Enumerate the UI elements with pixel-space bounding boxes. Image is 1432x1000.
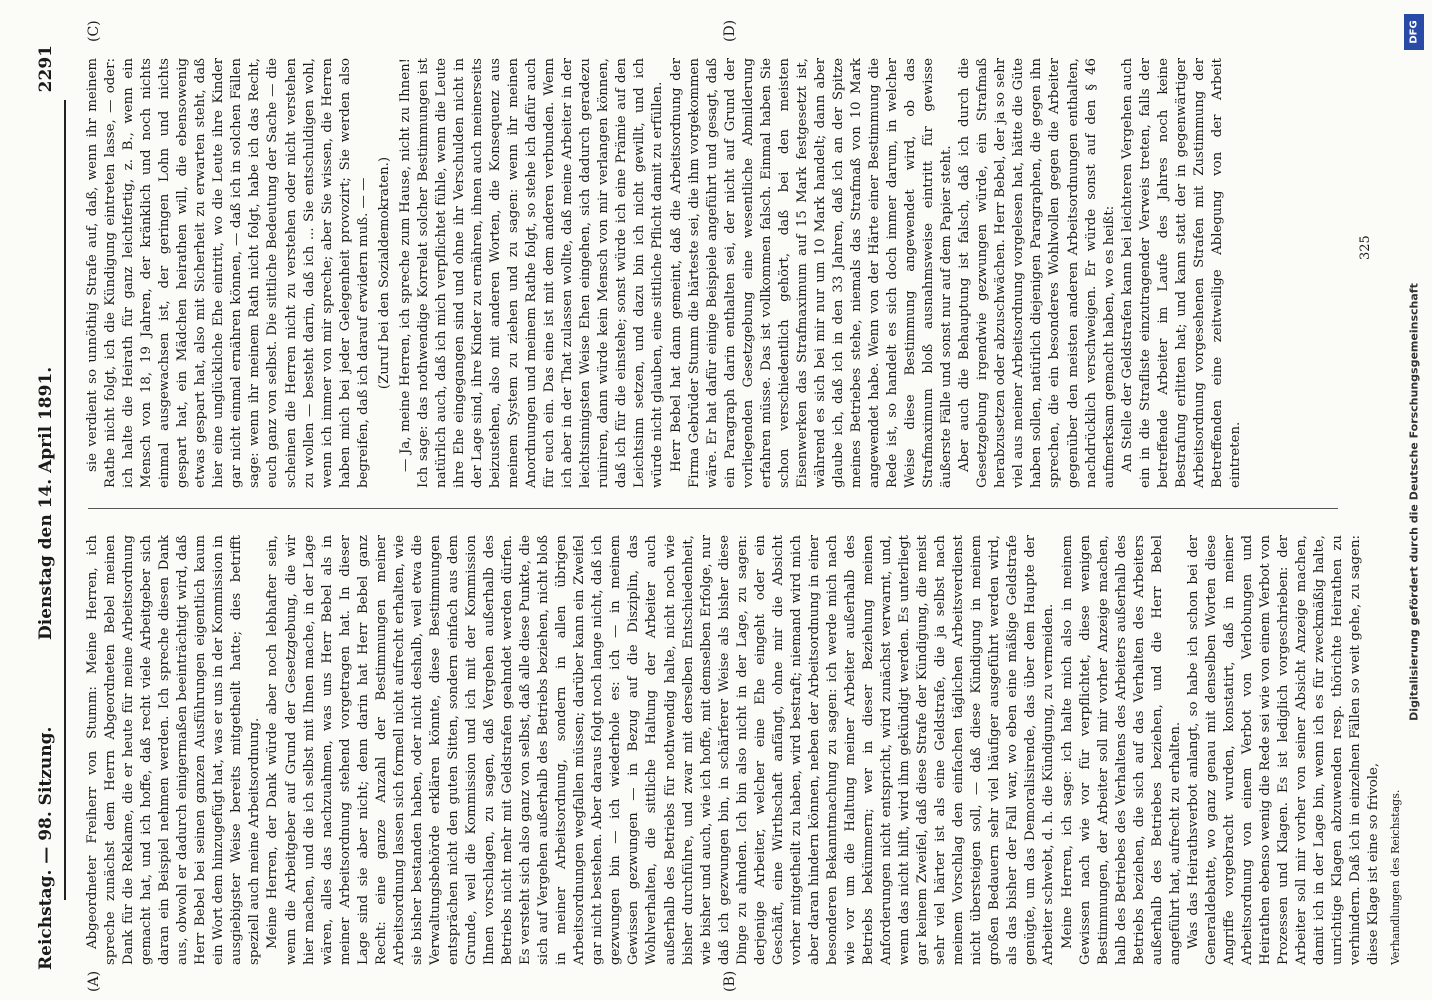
- paragraph: Meine Herren, ich sage: ich halte mich also in meinem Gewissen nach wie vor für verpflichtet, diese wenigen Bestimmungen, der Arbeiter soll mir vorher Anzeige machen, halb des Betriebes des Verhaltens des Arbeiters außerhalb des Betriebs beziehen, die sich auf das Verhalten des Arbeiters außerhalb des Betriebes beziehen, und die Herr Bebel angeführt hat, aufrecht zu erhalten.: [1059, 535, 1183, 965]
- header-date: Dienstag den 14. April 1891.: [36, 366, 56, 640]
- header-rule: [64, 100, 66, 900]
- paragraph: Abgeordneter Freiherr von Stumm: Meine Herren, ich spreche zunächst dem Herrn Abgeordneten Bebel meinen Dank für die Reklame, die er heute für meine Arbeitsordnung gemacht hat, und ich hoffe, daß recht viele Arbeitgeber sich daran ein Beispiel nehmen werden. Ich spreche diesen Dank aus, obwohl er dadurch einigermaßen beeinträchtigt wird, daß Herr Bebel bei seinen ganzen Ausführungen eigentlich kaum ein Wort dem hinzugefügt hat, was er uns in der Kommission in ausgiebigster Weise bereits mitgetheilt hatte; dies betrifft speziell auch meine Arbeitsordnung.: [85, 535, 263, 965]
- right-text-column: [84, 58, 1245, 488]
- dfg-watermark: [1400, 8, 1428, 996]
- footer-note: Verhandlungen des Reichstags.: [1389, 789, 1403, 965]
- column-divider: [88, 508, 1338, 509]
- margin-mark-c: (C): [86, 20, 102, 42]
- paragraph: — Ja, meine Herren, ich spreche zum Hause, nicht zu Ihnen! Ich sage: das nothwendige Korrelat solcher Bestimmungen ist natürlich auch, daß ich mich verpflichtet fühle, wenn die Leute ihre Ehe eingegangen sind und ohne ihr Verschulden nicht in der Lage sind, ihre Kinder zu ernähren, ihnen auch meinerseits beizustehen, also mit anderen Worten, die Konsequenz aus meinem System zu ziehen und zu sagen: wenn ihr meinen Anordnungen und meinem Rathe folgt, so stehe ich dafür auch für euch ein. Das eine ist mit dem anderen verbunden. Wenn ich aber in der That zulassen wollte, daß meine Arbeiter in der leichtsinnigsten Weise Ehen eingehen, sich dadurch geradezu ruiniren, dann würde kein Mensch von mir verlangen können, daß ich für die einstehe; sonst würde ich eine Prämie auf den Leichtsinn setzen, und dazu bin ich nicht gewillt, und ich würde nicht glauben, eine sittliche Pflicht damit zu erfüllen.: [397, 58, 666, 488]
- paragraph: Meine Herren, der Dank würde aber noch lebhafter sein, wenn die Arbeitgeber auf Grund der Gesetzgebung, die wir hier machen, und die ich selbst mit Ihnen mache, in der Lage wären, alles das nachzuahmen, was uns Herr Bebel als in meiner Arbeitsordnung stehend vorgetragen hat. In dieser Lage sind sie aber nicht; denn darin hat Herr Bebel ganz Recht: eine ganze Anzahl der Bestimmungen meiner Arbeitsordnung lassen sich formell nicht aufrecht erhalten, wie sie bisher bestanden haben, oder nicht deshalb, weil etwa die Verwaltungsbehörde erklären könnte, diese Bestimmungen entsprächen nicht den guten Sitten, sondern einfach aus dem Grunde, weil die Kommission und ich mit der Kommission Ihnen vorschlagen, zu sagen, daß Vergehen außerhalb des Betriebs nicht mehr mit Geldstrafen geahndet werden dürfen. Es versteht sich also ganz von selbst, daß alle diese Punkte, die sich auf Vergehen außerhalb des Betriebs beziehen, nicht bloß in meiner Arbeitsordnung, sondern in allen übrigen Arbeitsordnungen wegfallen müssen; darüber kann ein Zweifel gar nicht bestehen. Aber daraus folgt noch lange nicht, daß ich gezwungen bin — ich wiederhole es: ich — in meinem Gewissen gezwungen — in Bezug auf die Disziplin, das Wohlverhalten, die sittliche Haltung der Arbeiter auch außerhalb des Betriebs für nothwendig halte, nicht noch wie bisher durchführe, und zwar mit derselben Entschiedenheit, wie bisher und auch, wie ich hoffe, mit demselben Erfolge, nur daß ich gezwungen bin, in schärferer Weise als bisher diese Dinge zu ahnden. Ich bin also nicht in der Lage, zu sagen: derjenige Arbeiter, welcher eine Ehe eingeht oder ein Geschäft, eine Wirthschaft anfängt, ohne mir die Absicht vorher mitgetheilt zu haben, wird bestraft; niemand wird mich aber daran hindern können, neben der Arbeitsordnung in einer besonderen Bekanntmachung zu sagen: ich werde mich nach wie vor um die Haltung meiner Arbeiter außerhalb des Betriebs bekümmern; wer in dieser Beziehung meinen Anforderungen nicht entspricht, wird zunächst verwarnt, und, wenn das nicht hilft, wird ihm gekündigt werden. Es unterliegt gar keinem Zweifel, daß diese Strafe der Kündigung, die meist sehr viel härter ist als eine Geldstrafe, die ja selbst nach meinem Vorschlag den einfachen täglichen Arbeitsverdienst nicht übersteigen soll, — daß diese Kündigung in meinem großen Bedauern sehr viel häufiger ausgeführt werden wird, als das bisher der Fall war, wo eben eine mäßige Geldstrafe genügte, um das Demoralisirende, das über dem Haupte der Arbeiter schwebt, d. h. die Kündigung, zu vermeiden.: [265, 535, 1057, 965]
- paragraph: Aber auch die Behauptung ist falsch, daß ich durch die Gesetzgebung irgendwie gezwungen würde, ein Strafmaß herabzusetzen oder abzuschwächen. Herr Bebel, der ja so sehr viel aus meiner Arbeitsordnung vorgelesen hat, hätte die Güte haben sollen, natürlich diejenigen Paragraphen, die gegen ihn sprechen, die ein besonderes Wohlwollen gegen die Arbeiter gegenüber den meisten anderen Arbeitsordnungen enthalten, nachdrücklich verschweigen. Er würde sonst auf den § 46 aufmerksam gemacht haben, wo es heißt:: [957, 58, 1117, 488]
- left-text-column: [84, 535, 1405, 965]
- margin-mark-a: (A): [86, 970, 102, 992]
- paragraph: An Stelle der Geldstrafen kann bei leichteren Vergehen auch ein in die Strafliste einzutragender Verweis treten, falls der betreffende Arbeiter im Laufe des Jahres noch keine Bestrafung erlitten hat; und kann statt der in gegenwärtiger Arbeitsordnung vorgesehenen Strafen mit Zustimmung der Betreffenden eine zeitweilige Ablegung von der Arbeit eintreten.: [1119, 58, 1243, 488]
- paragraph: Was das Heirathsverbot anlangt, so habe ich schon bei der Generaldebatte, wo ganz genau mit denselben Worten diese Angriffe vorgebracht wurden, konstatirt, daß in meiner Arbeitsordnung von einem Verbot von Verlobungen und Heirathen ebenso wenig die Rede sei wie von einem Verbot von Prozessen und Klagen. Es ist lediglich vorgeschrieben: der Arbeiter soll mir vorher von seiner Absicht Anzeige machen, damit ich in der Lage bin, wenn ich es für zweckmäßig halte, unrichtige Klagen abzuwenden resp. thörichte Heirathen zu verhindern. Daß ich in einzelnen Fällen so weit gehe, zu sagen: diese Klage ist eine so frivole,: [1185, 535, 1382, 965]
- paragraph: Herr Bebel hat dann gemeint, daß die Arbeitsordnung der Firma Gebrüder Stumm die härteste sei, die ihm vorgekommen wäre. Er hat dafür einige Beispiele angeführt und gesagt, daß ein Paragraph darin enthalten sei, der nicht auf Grund der vorliegenden Gesetzgebung eine wesentliche Abmilderung erfahren müsse. Das ist vollkommen falsch. Einmal haben Sie schon verschiedentlich gehört, daß bei den meisten Eisenwerken das Strafmaximum auf 15 Mark festgesetzt ist, während es sich bei mir nur um 10 Mark handelt; dann aber glaube ich, daß ich in den 33 Jahren, daß ich an der Spitze meines Betriebes stehe, niemals das Strafmaß von 10 Mark angewendet habe. Wenn von der Härte einer Bestimmung die Rede ist, so handelt es sich doch immer darum, in welcher Weise diese Bestimmung angewendet wird, ob das Strafmaximum bloß ausnahmsweise eintritt für gewisse äußerste Fälle und sonst nur auf dem Papier steht.: [668, 58, 955, 488]
- bottom-page-number: 325: [1358, 235, 1373, 260]
- margin-mark-b: (B): [722, 970, 738, 992]
- dfg-logo-text: DFG: [1408, 20, 1420, 44]
- paragraph: sie verdient so unnöthig Strafe auf, daß, wenn ihr meinem Rathe nicht folgt, ich die Kündigung eintreten lasse, — oder: ich halte die Heirath für ganz leichtfertig, z. B., wenn ein Mensch von 18, 19 Jahren, der kränklich und noch nichts einmal ausgewachsen ist, der geringen Lohn und nichts gespart hat, ein Mädchen heirathen will, die ebensowenig etwas gespart hat, also mit Sicherheit zu erwarten steht, daß hier eine unglückliche Ehe eintritt, wo die Leute ihre Kinder gar nicht einmal ernähren können, — daß ich in solchen Fällen sage: wenn ihr meinem Rath nicht folgt, habe ich das Recht, euch ganz von selbst. Die sittliche Bedeutung der Sache — die scheinen die Herren nicht zu verstehen oder nicht verstehen zu wollen — besteht darin, daß ich ... Sie entschuldigen wohl, wenn ich immer von mir spreche; aber Sie wissen, die Herren haben mich bei jeder Gelegenheit provozirt; Sie werden also begreifen, daß ich darauf erwidern muß. — —: [85, 58, 371, 488]
- digitization-notice: Digitalisierung gefördert durch die Deutsche Forschungsgemeinschaft: [1407, 283, 1421, 721]
- header-page-number: 2291: [36, 45, 56, 93]
- interjection: (Zuruf bei den Sozialdemokraten.): [376, 156, 392, 390]
- dfg-logo: [1404, 14, 1424, 50]
- header-session: Reichstag. — 98. Sitzung.: [36, 726, 56, 970]
- margin-mark-d: (D): [722, 19, 738, 42]
